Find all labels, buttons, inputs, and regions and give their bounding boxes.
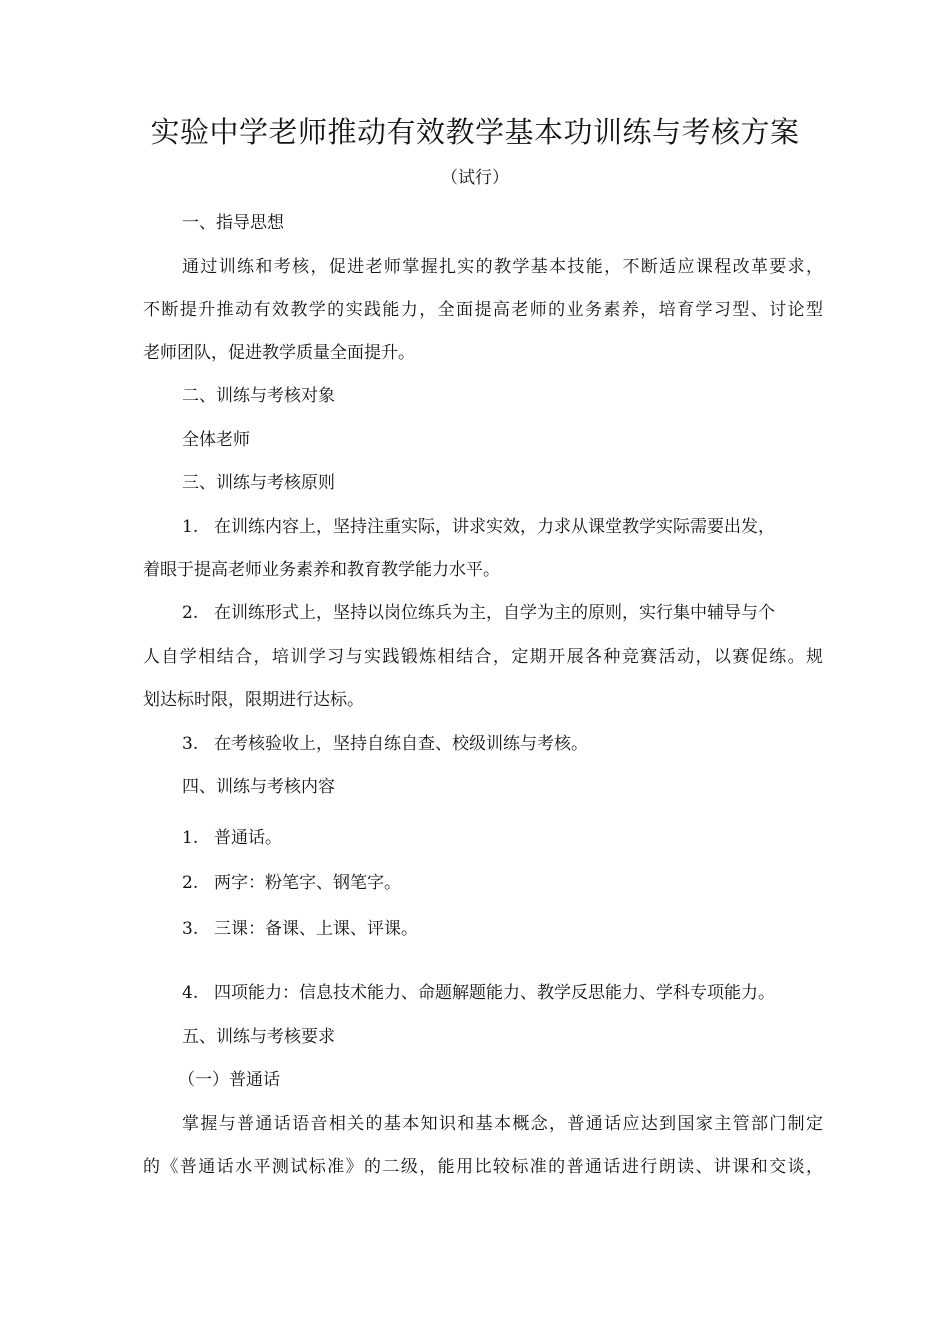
section-heading: 二、训练与考核对象 bbox=[182, 386, 335, 406]
paragraph-line: 人自学相结合，培训学习与实践锻炼相结合，定期开展各种竞赛活动，以赛促练。规 bbox=[143, 647, 823, 667]
list-number: 1. bbox=[182, 517, 199, 537]
list-text: 在训练形式上，坚持以岗位练兵为主，自学为主的原则，实行集中辅导与个 bbox=[214, 603, 775, 623]
section-heading: 五、训练与考核要求 bbox=[182, 1027, 335, 1047]
list-text: 三课：备课、上课、评课。 bbox=[214, 919, 418, 939]
list-text: 在训练内容上，坚持注重实际，讲求实效，力求从课堂教学实际需要出发， bbox=[214, 517, 775, 537]
list-number: 3. bbox=[182, 734, 199, 754]
paragraph-line: 掌握与普通话语音相关的基本知识和基本概念，普通话应达到国家主管部门制定 bbox=[182, 1114, 823, 1134]
list-number: 3. bbox=[182, 919, 199, 939]
list-text: 在考核验收上，坚持自练自查、校级训练与考核。 bbox=[214, 734, 588, 754]
section-heading: 三、训练与考核原则 bbox=[182, 473, 335, 493]
section-heading: 四、训练与考核内容 bbox=[182, 777, 335, 797]
paragraph-line: 着眼于提高老师业务素养和教育教学能力水平。 bbox=[143, 560, 500, 580]
list-number: 2. bbox=[182, 873, 199, 893]
paragraph-line: 全体老师 bbox=[182, 430, 250, 450]
list-item bbox=[182, 732, 823, 756]
list-item bbox=[182, 917, 823, 941]
list-item bbox=[182, 826, 823, 850]
document-subtitle: （试行） bbox=[441, 168, 509, 188]
list-text: 普通话。 bbox=[214, 828, 282, 848]
list-text: 两字：粉笔字、钢笔字。 bbox=[214, 873, 401, 893]
paragraph-line: 不断提升推动有效教学的实践能力，全面提高老师的业务素养，培育学习型、讨论型 bbox=[143, 300, 823, 320]
list-item bbox=[182, 515, 823, 539]
subsection-heading: （一）普通话 bbox=[178, 1070, 280, 1090]
section-heading: 一、指导思想 bbox=[182, 213, 284, 233]
document-title: 实验中学老师推动有效教学基本功训练与考核方案 bbox=[150, 115, 800, 149]
paragraph-line: 通过训练和考核，促进老师掌握扎实的教学基本技能，不断适应课程改革要求， bbox=[182, 257, 823, 277]
paragraph-line: 的《普通话水平测试标准》的二级，能用比较标准的普通话进行朗读、讲课和交谈， bbox=[143, 1157, 823, 1177]
list-number: 2. bbox=[182, 603, 199, 623]
list-number: 4. bbox=[182, 983, 199, 1003]
list-item bbox=[182, 871, 823, 895]
paragraph-line: 划达标时限，限期进行达标。 bbox=[143, 690, 364, 710]
list-text: 四项能力：信息技术能力、命题解题能力、教学反思能力、学科专项能力。 bbox=[214, 983, 775, 1003]
list-item bbox=[182, 981, 823, 1005]
paragraph-line: 老师团队，促进教学质量全面提升。 bbox=[143, 343, 415, 363]
list-item bbox=[182, 601, 823, 625]
list-number: 1. bbox=[182, 828, 199, 848]
